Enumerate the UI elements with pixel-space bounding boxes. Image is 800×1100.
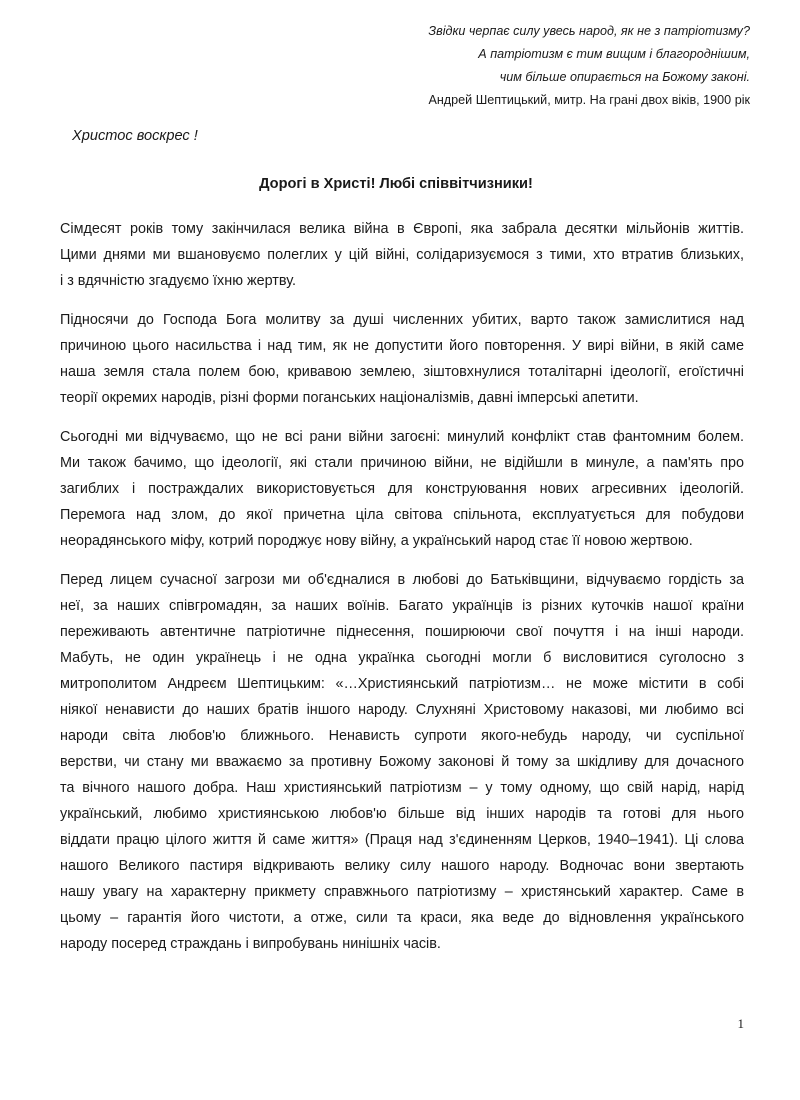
text-line: Сімдесят років тому закінчилася велика війна в Європі, яка забрала десятки мільйонів життів. [60,221,744,237]
page-number: 1 [737,1016,744,1031]
text-line: Ми також бачимо, що ідеології, які стали причиною війни, не відійшли в минуле, а пам'ять про [60,455,744,471]
text-line: митрополитом Андреєм Шептицьким: «…Християнський патріотизм… не може містити в собі [60,676,744,692]
paragraph [60,424,744,554]
text-line: Мабуть, не один українець і не одна українка сьогодні могли б висловитися суголосно з [60,650,744,666]
text-line: цьому – гарантія його чистоти, а отже, сили та краси, яка веде до відновлення українського [60,910,744,926]
text-line: нашого Великого пастиря відкривають велику силу нашого народу. Водночас вони звертають [60,858,744,874]
epigraph-line: чим більше опирається на Божому законі. [499,70,750,84]
text-line: віддати працю цілого життя й саме життя» (Праця над з'єдиненням Церков, 1940–1941). Ці слова [60,832,744,848]
text-line: український, любимо християнською любов'ю більше від інших народів та готові для нього [60,806,744,822]
text-line: теорії окремих народів, різні форми поганських націоналізмів, давні імперські апетити. [60,390,639,406]
text-line: Підносячи до Господа Бога молитву за душі численних убитих, варто також замислитися над [60,312,744,328]
text-line: нашу увагу на характерну прикмету справжнього патріотизму – христянський характер. Саме в [60,884,744,900]
epigraph-line: Звідки черпає силу увесь народ, як не з патріотизму? [428,24,750,38]
letter-body [60,216,744,970]
paragraph [60,216,744,294]
text-line: ніякої ненависти до наших братів іншого народу. Слухняні Христовому наказові, ми любимо всі [60,702,744,718]
text-line: Цими днями ми вшановуємо полеглих у цій війні, солідаризуємося з тими, хто втратив близьких, [60,247,744,263]
paragraph [60,307,744,411]
text-line: неї, за наших співгромадян, за наших воїнів. Багато українців із різних куточків нашої країни [60,598,744,614]
epigraph [330,20,750,112]
text-line: загиблих і постраждалих використовується для конструювання нових агресивних ідеологій. [60,481,744,497]
text-line: наша земля стала полем бою, кривавою землею, зіштовхнулися тоталітарні ідеології, егоїстичні [60,364,744,380]
paragraph [60,567,744,957]
text-line: неорадянського міфу, котрий породжує нову війну, а український народ стає її новою жертвою. [60,533,693,549]
text-line: переживають автентичне патріотичне піднесення, поширюючи свої почуття і на інші народи. [60,624,744,640]
text-line: народу посеред страждань і випробувань нинішніх часів. [60,936,441,952]
text-line: Сьогодні ми відчуваємо, що не всі рани війни загоєні: минулий конфлікт став фантомним болем. [60,429,744,445]
text-line: і з вдячністю згадуємо їхню жертву. [60,273,296,289]
text-line: Перед лицем сучасної загрози ми об'єдналися в любові до Батьківщини, відчуваємо гордість за [60,572,744,588]
text-line: народи світа любов'ю ближнього. Ненависть супроти якого-небудь народу, чи суспільної [60,728,744,744]
text-line: верстви, чи стану ми вважаємо за противну Божому законові й тому за шкідливу для дочасного [60,754,744,770]
text-line: причиною цього насильства і над тим, як не допустити його повторення. У вирі війни, в якій саме [60,338,744,354]
page-heading: Дорогі в Христі! Любі співвітчизники! [259,176,533,192]
epigraph-source: Андрей Шептицький, митр. На грані двох віків, 1900 рік [428,93,750,107]
text-line: Перемога над злом, до якої причетна ціла світова спільнота, експлуатується для побудови [60,507,744,523]
epigraph-line: А патріотизм є тим вищим і благороднішим, [478,47,750,61]
greeting: Христос воскрес ! [72,128,198,144]
text-line: та вічного нашого добра. Наш християнський патріотизм – у тому одному, що свій нарід, нарід [60,780,744,796]
